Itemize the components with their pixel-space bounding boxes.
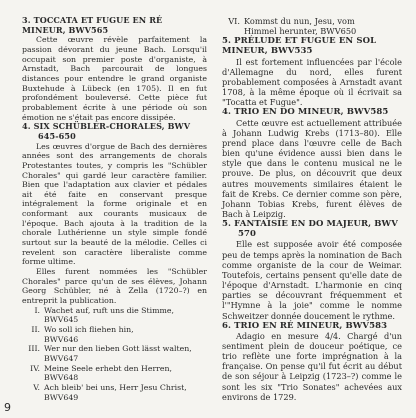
section-fantaisie [222,219,402,321]
page-number: 9 [4,401,11,414]
item-number: III. [28,344,40,354]
section-text: Elles furent nommées les "Schübler Chorales" parce qu'un de ses élèves, Johann Georg Schübler, né à Zella (1720–?) en entreprit la publication. [22,267,207,306]
item-bwv: BWV646 [44,334,79,344]
list-item [222,16,402,36]
section-text: Les œuvres d'orgue de Bach des dernières années sont des arrangements de chorals Protestantes toutes, y compris les "Schübler Chorales" qui gardé leur caractère familier. Bien que l'adaptation aux clavier et pédales ait été faite en conservant presque intégralement la forme originale et en conformant aux courants musicaux de l'époque. Bach ajouta à la tradition de la chorale Luthérienne un style simple fondé surtout sur la beauté de la mélodie. Celles ci revelent son caractère liberaliste comme forme ultime. [22,141,207,267]
section-text: Il est fortement influencées par l'école d'Allemagne du nord, elles furent probablement composées à Arnstadt avant 1708, à la même époque où il écrivait sa "Tocatta et Fugue". [222,56,402,108]
list-item [22,344,207,363]
section-heading-sub: 645-650 [38,130,76,141]
item-number: I. [34,305,40,315]
section-heading [222,219,402,239]
section-heading: 3. TOCCATA ET FUGUE EN RÉ MINEUR, BWV565 [22,15,163,35]
item-number: IV. [30,363,40,373]
section-text: Adagio en mesure 4/4. Chargé d'un sentiment plein de douceur poétique, ce trio reflète une forte imprégnation à la française. On pense qu'il fut écrit au début de son séjour à Leipzig (1723–?) comme le sont les six "Trio Sonates" achevées aux environs de 1729. [222,330,402,402]
section-heading: 6. TRIO EN RÉ MINEUR, BWV583 [222,320,388,331]
section-trio-re [222,321,402,402]
section-text: Cette œuvre révèle parfaitement la passion dévorant du jeune Bach. Lorsqu'il occupait son premier poste d'organiste, à Arnstadt, Bach parcourait de longues distances pour entendre le grand organiste Buxtehude à Lübeck (en 1705). Il en fut profondément bouleversé. Cette pièce fut probablement écrite à une période où son émotion ne s'était pas encore dissipée. [22,35,207,122]
item-number: II. [31,325,40,334]
chorale-list [22,306,207,403]
item-title: Kommst du nun, Jesu, vom [244,16,355,26]
section-text: Elle est supposée avoir été composée peu de temps après la nomination de Bach comme organiste de la cour de Weimar. Toutefois, certains pensent qu'elle date de l'époque d'Arnstadt. L'harmonie en cinq parties se découvrant fréquemment et l'"Hymne à la joie" comme le nomme Schweitzer donnée doucement le rythme. [222,239,402,321]
item-title: Meine Seele erhebt den Herren, [44,363,173,373]
section-heading-main: 5. FANTAISIE EN DO MAJEUR, BWV [222,219,398,230]
section-prelude [222,36,402,107]
list-item [22,364,207,383]
item-bwv: BWV648 [44,373,79,383]
section-toccata [22,16,207,122]
item-title: Wachet auf, ruft uns die Stimme, [44,305,175,315]
item-title: Wo soll ich fliehen hin, [44,325,134,334]
section-text: Cette œuvre est actuellement attribuée à Johann Ludwig Krebs (1713–80). Elle prend place dans l'œuvre celle de Bach bien qu'une évidence aussi bien dans le style que dans le contenu musical ne le prouve. De plus, on découvrit que deux autres mouvements similaires étaient le fait de Krebs. Ce dernier comme son père, Johann Tobias Krebs, furent élèves de Bach à Leipzig. [222,117,402,219]
list-item [22,306,207,325]
section-heading: 5. PRÉLUDE ET FUGUE EN SOL MINEUR, BWV535 [222,36,377,57]
section-schubler [22,122,207,402]
section-heading-sub: 570 [238,229,257,240]
item-title: Wer nur den lieben Gott lässt walten, [44,344,192,354]
section-heading-main: 4. SIX SCHÜBLER-CHORALES, BWV [22,121,191,132]
right-column [222,16,402,402]
chorale-list-continued [222,16,402,36]
list-item [22,383,207,402]
item-bwv: BWV645 [44,315,79,325]
left-column [22,16,207,402]
item-number: V. [33,382,40,392]
section-trio-do [222,107,402,219]
item-bwv: BWV649 [44,392,79,402]
list-item [22,325,207,344]
section-heading [22,122,207,141]
item-number: VI. [228,16,240,26]
item-bwv: BWV647 [44,353,79,363]
section-heading: 4. TRIO EN DO MINEUR, BWV585 [222,107,389,118]
item-bwv: Himmel herunter, BWV650 [244,26,357,37]
item-title: Ach bleib' bei uns, Herr Jesu Christ, [44,382,187,392]
